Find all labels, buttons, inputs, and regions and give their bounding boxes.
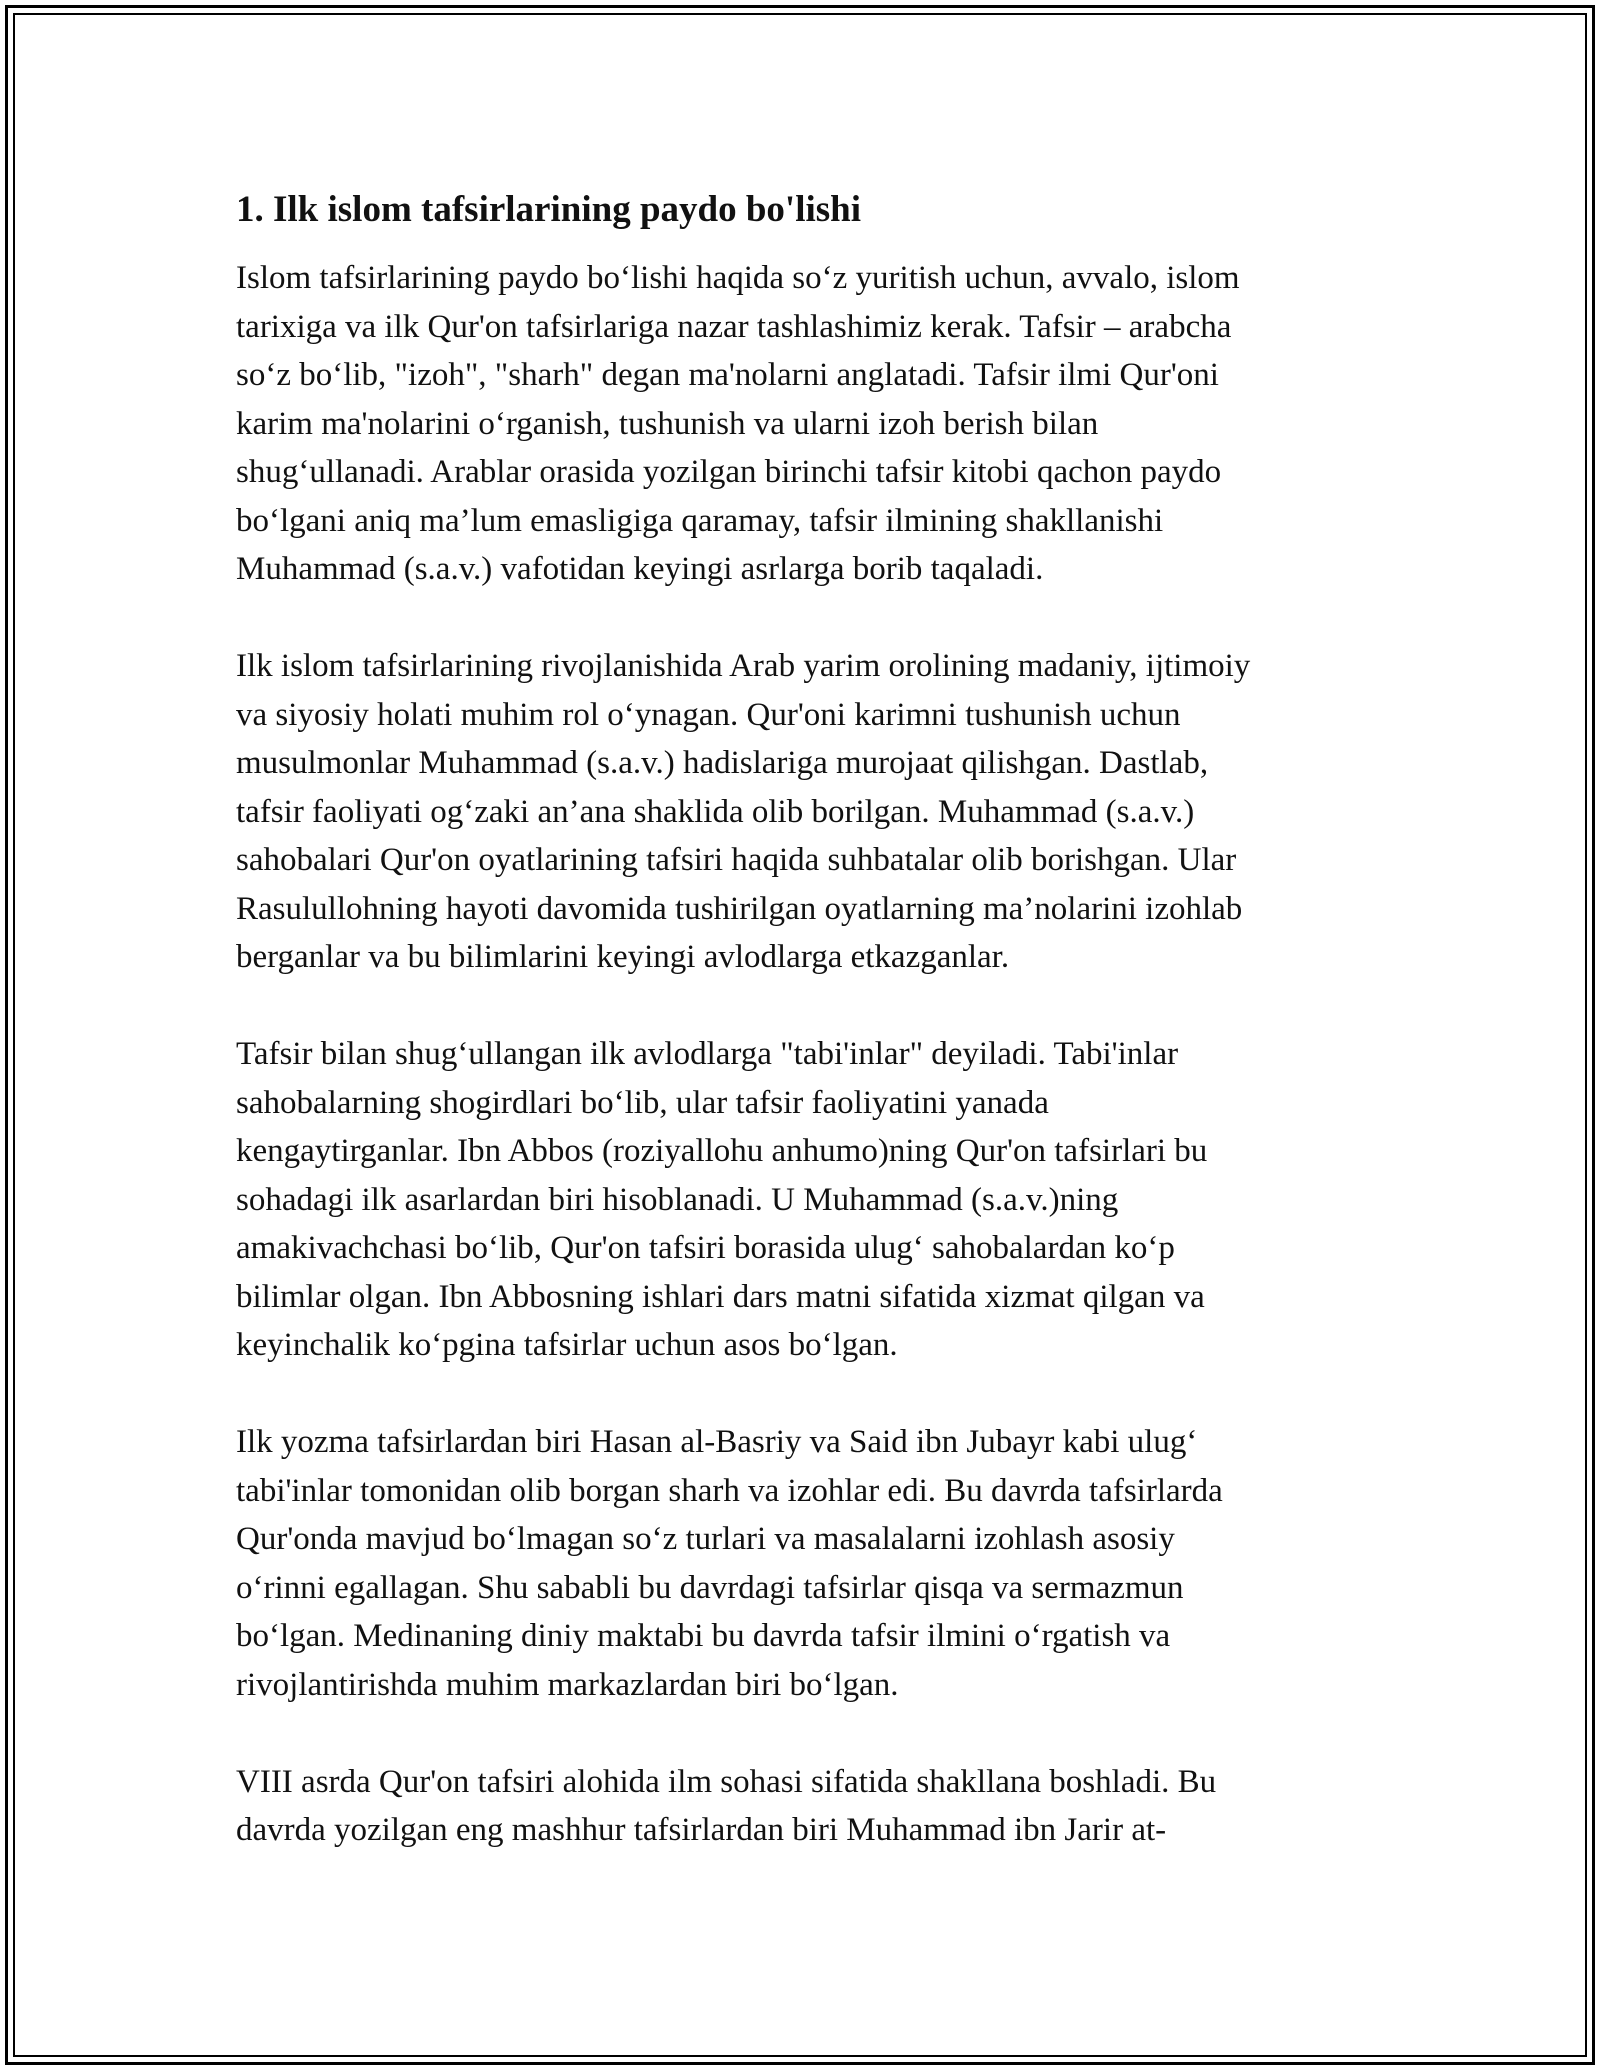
- text-line: Ilk yozma tafsirlardan biri Hasan al-Basriy va Said ibn Jubayr kabi ulug‘: [236, 1424, 1198, 1460]
- text-line: sohadagi ilk asarlardan biri hisoblanadi. U Muhammad (s.a.v.)ning: [236, 1181, 1119, 1218]
- text-line: bilimlar olgan. Ibn Abbosning ishlari dars matni sifatida xizmat qilgan va: [236, 1278, 1205, 1315]
- text-line: Qur'onda mavjud bo‘lmagan so‘z turlari va masalalarni izohlash asosiy: [236, 1521, 1175, 1557]
- text-line: kengaytirganlar. Ibn Abbos (roziyallohu anhumo)ning Qur'on tafsirlari bu: [236, 1133, 1208, 1169]
- text-line: tabi'inlar tomonidan olib borgan sharh va izohlar edi. Bu davrda tafsirlarda: [236, 1472, 1223, 1509]
- text-line: Muhammad (s.a.v.) vafotidan keyingi asrlarga borib taqaladi.: [236, 551, 1044, 587]
- text-line: Tafsir bilan shug‘ullangan ilk avlodlarga "tabi'inlar" deyiladi. Tabi'inlar: [236, 1036, 1179, 1072]
- text-line: tarixiga va ilk Qur'on tafsirlariga nazar tashlashimiz kerak. Tafsir – arabcha: [236, 308, 1232, 345]
- text-line: Ilk islom tafsirlarining rivojlanishida Arab yarim orolining madaniy, ijtimoiy: [236, 648, 1251, 684]
- paragraph-3: [236, 1030, 1381, 1370]
- text-line: keyinchalik ko‘pgina tafsirlar uchun asos bo‘lgan.: [236, 1327, 898, 1363]
- text-line: musulmonlar Muhammad (s.a.v.) hadislariga murojaat qilishgan. Dastlab,: [236, 745, 1209, 781]
- text-line: bo‘lgan. Medinaning diniy maktabi bu davrda tafsir ilmini o‘rgatish va: [236, 1618, 1171, 1654]
- text-line: va siyosiy holati muhim rol o‘ynagan. Qur'oni karimni tushunish uchun: [236, 696, 1181, 733]
- text-line: tafsir faoliyati og‘zaki an’ana shaklida olib borilgan. Muhammad (s.a.v.): [236, 793, 1195, 830]
- text-line: so‘z bo‘lib, "izoh", "sharh" degan ma'nolarni anglatadi. Tafsir ilmi Qur'oni: [236, 357, 1219, 393]
- text-line: o‘rinni egallagan. Shu sababli bu davrdagi tafsirlar qisqa va sermazmun: [236, 1569, 1184, 1606]
- text-line: shug‘ullanadi. Arablar orasida yozilgan birinchi tafsir kitobi qachon paydo: [236, 454, 1222, 490]
- text-line: bo‘lgani aniq ma’lum emasligiga qaramay, tafsir ilmining shakllanishi: [236, 502, 1164, 539]
- text-line: Islom tafsirlarining paydo bo‘lishi haqida so‘z yuritish uchun, avvalo, islom: [236, 260, 1240, 296]
- text-line: amakivachchasi bo‘lib, Qur'on tafsiri borasida ulug‘ sahobalardan ko‘p: [236, 1230, 1175, 1266]
- text-line: karim ma'nolarini o‘rganish, tushunish va ularni izoh berish bilan: [236, 405, 1099, 442]
- text-line: sahobalari Qur'on oyatlarining tafsiri haqida suhbatalar olib borishgan. Ular: [236, 842, 1237, 878]
- text-line: sahobalarning shogirdlari bo‘lib, ular tafsir faoliyatini yanada: [236, 1084, 1049, 1121]
- paragraph-4: [236, 1418, 1381, 1709]
- text-line: VIII asrda Qur'on tafsiri alohida ilm sohasi sifatida shakllana boshladi. Bu: [236, 1763, 1217, 1800]
- paragraph-2: [236, 642, 1381, 982]
- text-line: rivojlantirishda muhim markazlardan biri bo‘lgan.: [236, 1666, 899, 1703]
- text-line: berganlar va bu bilimlarini keyingi avlodlarga etkazganlar.: [236, 939, 1010, 975]
- section-heading: 1. Ilk islom tafsirlarining paydo bo'lishi: [236, 189, 862, 230]
- paragraph-5: [236, 1758, 1381, 1855]
- document-body: [236, 186, 1381, 1903]
- text-line: Rasulullohning hayoti davomida tushirilgan oyatlarning ma’nolarini izohlab: [236, 890, 1243, 927]
- text-line: davrda yozilgan eng mashhur tafsirlardan biri Muhammad ibn Jarir at-: [236, 1812, 1167, 1848]
- paragraph-1: [236, 254, 1381, 594]
